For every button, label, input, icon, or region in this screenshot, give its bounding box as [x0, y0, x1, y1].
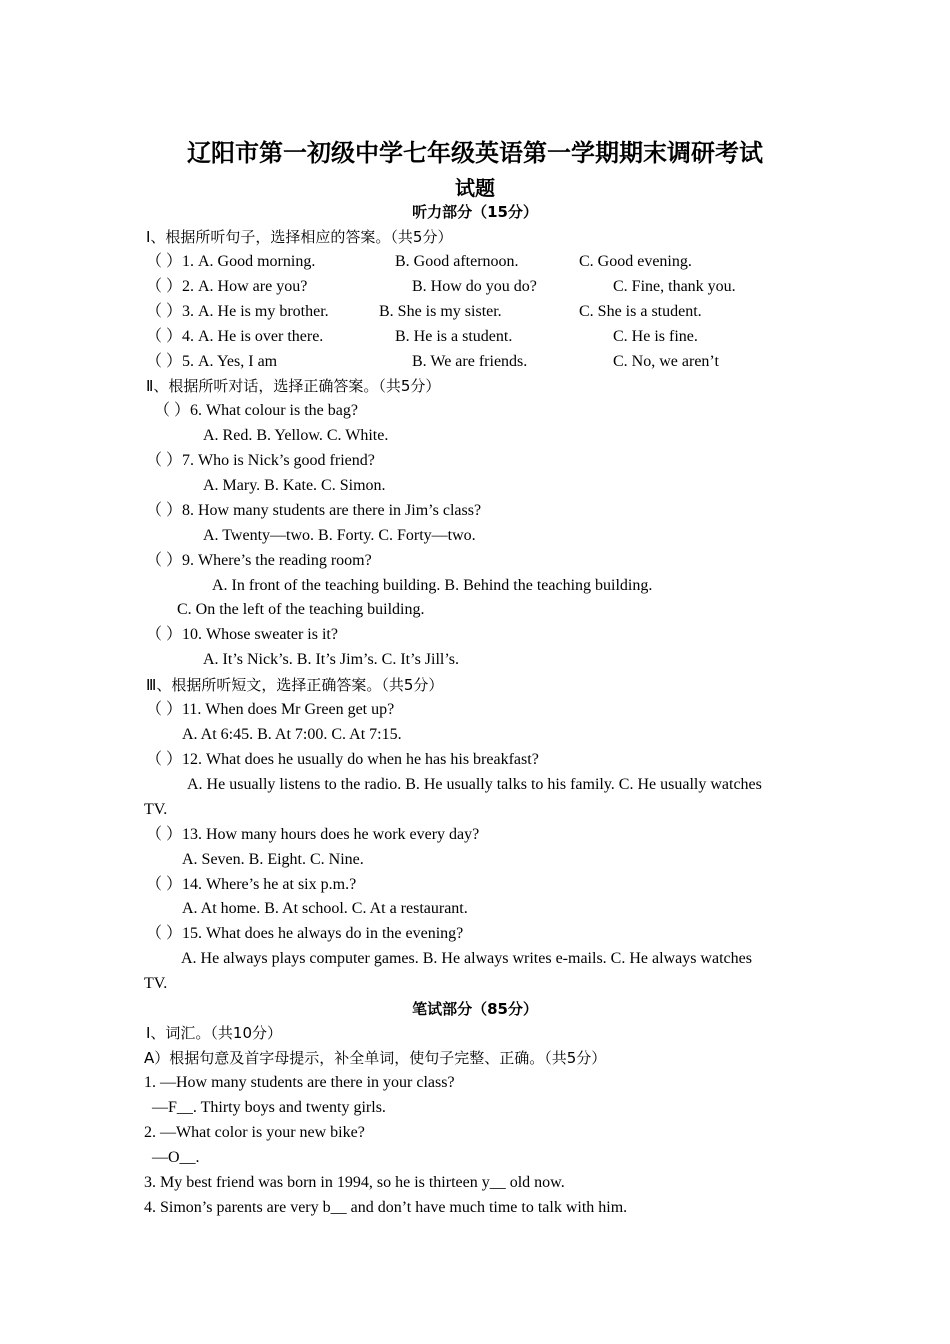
listening-section-1-instruction: Ⅰ、根据所听句子，选择相应的答案。（共5分） [146, 228, 453, 246]
exam-title: 辽阳市第一初级中学七年级英语第一学期期末调研考试 [187, 139, 763, 167]
question-1-option-c: C. Good evening. [579, 253, 692, 270]
question-6: （ ）6. What colour is the bag? [154, 402, 358, 419]
question-15: （ ）15. What does he always do in the evening? [146, 925, 464, 942]
question-5: （ ）5. A. Yes, I am [146, 353, 278, 370]
vocab-item-1-question: 1. —How many students are there in your class? [144, 1074, 455, 1091]
question-3: （ ）3. A. He is my brother. [146, 303, 329, 320]
question-9-options: A. In front of the teaching building. B. Behind the teaching building. [212, 577, 653, 594]
vocab-item-4: 4. Simon’s parents are very b__ and don’t have much time to talk with him. [144, 1199, 628, 1216]
vocab-item-3: 3. My best friend was born in 1994, so he is thirteen y__ old now. [144, 1174, 565, 1191]
listening-section-3-instruction: Ⅲ、根据所听短文，选择正确答案。（共5分） [146, 676, 444, 694]
listening-header: 听力部分（15分） [412, 203, 538, 221]
question-12-options: A. He usually listens to the radio. B. He usually talks to his family. C. He usually watches [187, 776, 762, 793]
question-3-option-b: B. She is my sister. [379, 303, 502, 320]
question-10-options: A. It’s Nick’s. B. It’s Jim’s. C. It’s Jill’s. [203, 651, 460, 668]
question-15-options: A. He always plays computer games. B. He always writes e-mails. C. He always watches [181, 950, 752, 967]
question-9: （ ）9. Where’s the reading room? [146, 552, 372, 569]
question-15-options-cont: TV. [144, 975, 168, 992]
question-1: （ ）1. A. Good morning. [146, 253, 316, 270]
question-13: （ ）13. How many hours does he work every day? [146, 826, 480, 843]
vocabulary-section-instruction: Ⅰ、词汇。（共10分） [146, 1024, 283, 1042]
question-2: （ ）2. A. How are you? [146, 278, 308, 295]
question-7-options: A. Mary. B. Kate. C. Simon. [203, 477, 386, 494]
question-1-option-b: B. Good afternoon. [395, 253, 519, 270]
question-14-options: A. At home. B. At school. C. At a restaurant. [182, 900, 468, 917]
question-7: （ ）7. Who is Nick’s good friend? [146, 452, 375, 469]
question-11-options: A. At 6:45. B. At 7:00. C. At 7:15. [182, 726, 402, 743]
vocab-item-1-answer: —F__. Thirty boys and twenty girls. [152, 1099, 386, 1116]
question-4-option-c: C. He is fine. [613, 328, 698, 345]
question-13-options: A. Seven. B. Eight. C. Nine. [182, 851, 364, 868]
question-5-option-c: C. No, we aren’t [613, 353, 719, 370]
listening-section-2-instruction: Ⅱ、根据所听对话，选择正确答案。（共5分） [146, 377, 441, 395]
question-2-option-c: C. Fine, thank you. [613, 278, 736, 295]
exam-title-cont: 试题 [455, 176, 495, 200]
question-14: （ ）14. Where’s he at six p.m.? [146, 876, 357, 893]
question-9-options-cont: C. On the left of the teaching building. [177, 601, 425, 618]
question-12-options-cont: TV. [144, 801, 168, 818]
question-4-option-b: B. He is a student. [395, 328, 513, 345]
writing-header: 笔试部分（85分） [412, 1000, 538, 1018]
question-3-option-c: C. She is a student. [579, 303, 702, 320]
question-10: （ ）10. Whose sweater is it? [146, 626, 338, 643]
vocab-item-2-question: 2. —What color is your new bike? [144, 1124, 365, 1141]
question-2-option-b: B. How do you do? [412, 278, 537, 295]
question-4: （ ）4. A. He is over there. [146, 328, 324, 345]
question-5-option-b: B. We are friends. [412, 353, 528, 370]
question-11: （ ）11. When does Mr Green get up? [146, 701, 395, 718]
question-12: （ ）12. What does he usually do when he has his breakfast? [146, 751, 539, 768]
question-8-options: A. Twenty—two. B. Forty. C. Forty—two. [203, 527, 476, 544]
question-6-options: A. Red. B. Yellow. C. White. [203, 427, 389, 444]
vocab-item-2-answer: —O__. [152, 1149, 200, 1166]
vocabulary-part-a-instruction: A）根据句意及首字母提示，补全单词，使句子完整、正确。（共5分） [144, 1049, 607, 1067]
question-8: （ ）8. How many students are there in Jim’s class? [146, 502, 482, 519]
